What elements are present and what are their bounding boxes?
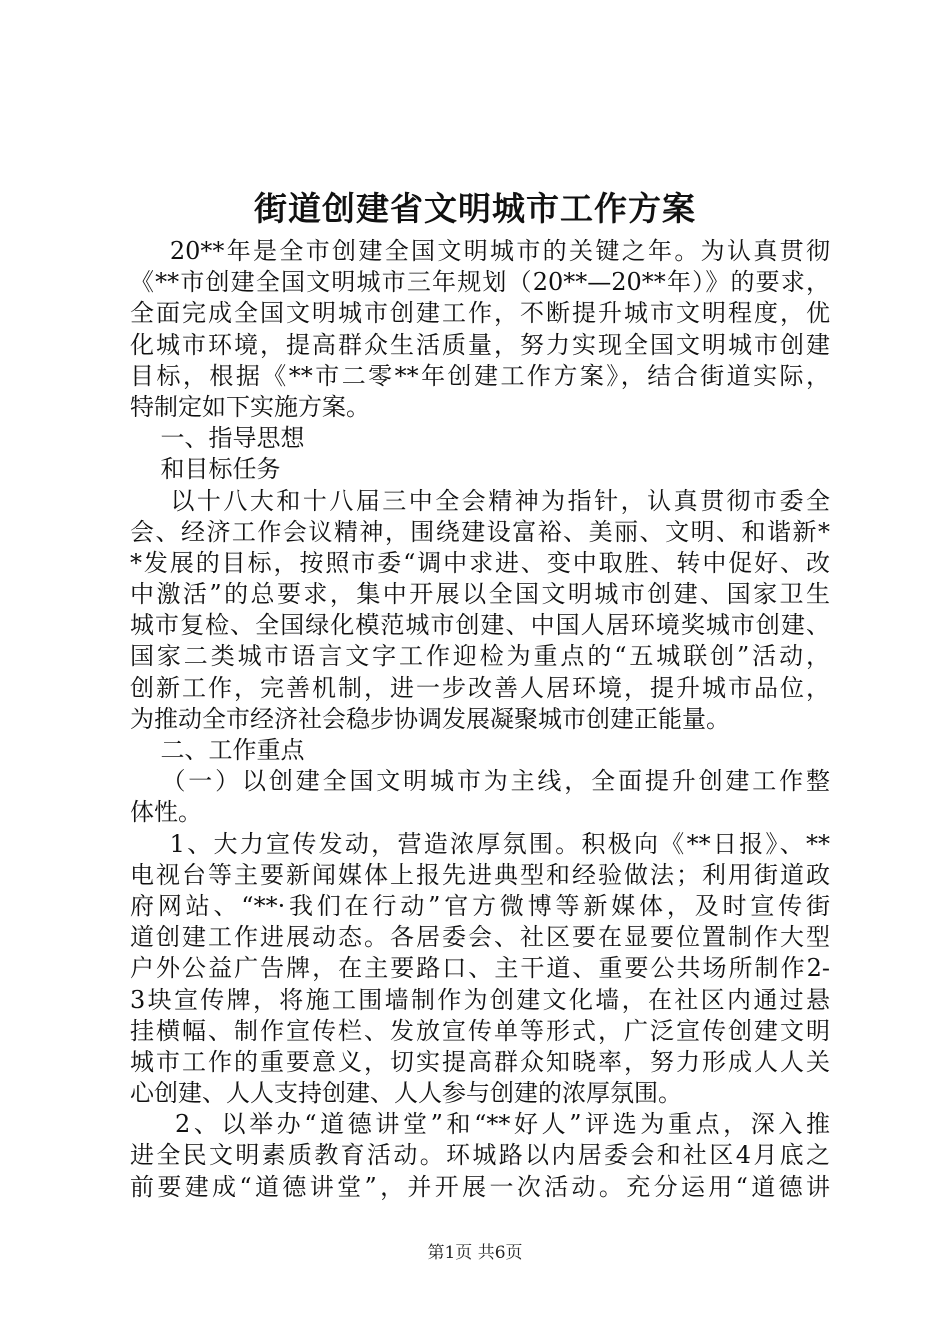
- body-line: 城市工作的重要意义，切实提高群众知晓率，努力形成人人关: [130, 1047, 830, 1076]
- body-line: 中激活”的总要求，集中开展以全国文明城市创建、国家卫生: [130, 580, 830, 609]
- body-line: 心创建、人人支持创建、人人参与创建的浓厚氛围。: [130, 1079, 682, 1108]
- body-line: 化城市环境，提高群众生活质量，努力实现全国文明城市创建: [130, 330, 830, 359]
- body-line: 国家二类城市语言文字工作迎检为重点的“五城联创”活动，: [130, 642, 830, 671]
- body-line: 挂横幅、制作宣传栏、发放宣传单等形式，广泛宣传创建文明: [130, 1016, 830, 1045]
- body-line: 和目标任务: [130, 455, 281, 484]
- body-line: 体性。: [130, 798, 202, 827]
- page-footer: 第1页 共6页: [427, 1243, 523, 1263]
- body-line: 一、指导思想: [130, 424, 305, 453]
- body-line: （一）以创建全国文明城市为主线，全面提升创建工作整: [130, 767, 830, 796]
- body-line: 特制定如下实施方案。: [130, 392, 370, 421]
- body-line: 前要建成“道德讲堂”，并开展一次活动。充分运用“道德讲: [130, 1172, 830, 1201]
- body-line: 目标，根据《**市二零**年创建工作方案》，结合街道实际，: [130, 361, 830, 390]
- body-line: 电视台等主要新闻媒体上报先进典型和经验做法；利用街道政: [130, 860, 830, 889]
- body-line: 道创建工作进展动态。各居委会、社区要在显要位置制作大型: [130, 923, 830, 952]
- body-line: 20**年是全市创建全国文明城市的关键之年。为认真贯彻: [130, 237, 830, 265]
- body-line: 创新工作，完善机制，进一步改善人居环境，提升城市品位，: [130, 673, 830, 702]
- body-line: 3块宣传牌，将施工围墙制作为创建文化墙，在社区内通过悬: [130, 985, 830, 1014]
- body-line: 1、大力宣传发动，营造浓厚氛围。积极向《**日报》、**: [130, 829, 830, 858]
- body-line: 户外公益广告牌，在主要路口、主干道、重要公共场所制作2-: [130, 954, 830, 983]
- body-line: 2、以举办“道德讲堂”和“**好人”评选为重点，深入推: [130, 1110, 830, 1139]
- body-line: 《**市创建全国文明城市三年规划（20**—20**年）》的要求，: [130, 268, 830, 297]
- body-line: 以十八大和十八届三中全会精神为指针，认真贯彻市委全: [130, 486, 830, 515]
- body-line: 全面完成全国文明城市创建工作，不断提升城市文明程度，优: [130, 299, 830, 328]
- document-title: 街道创建省文明城市工作方案: [254, 189, 696, 228]
- document-body: [130, 236, 830, 1203]
- body-line: *发展的目标，按照市委“调中求进、变中取胜、转中促好、改: [130, 548, 830, 577]
- body-line: 二、工作重点: [130, 736, 305, 764]
- body-line: 城市复检、全国绿化模范城市创建、中国人居环境奖城市创建、: [130, 611, 830, 640]
- body-line: 进全民文明素质教育活动。环城路以内居委会和社区4月底之: [130, 1141, 830, 1170]
- body-line: 府网站、“**·我们在行动”官方微博等新媒体，及时宣传街: [130, 891, 830, 920]
- body-line: 为推动全市经济社会稳步协调发展凝聚城市创建正能量。: [130, 704, 730, 733]
- body-line: 会、经济工作会议精神，围绕建设富裕、美丽、文明、和谐新*: [130, 517, 830, 546]
